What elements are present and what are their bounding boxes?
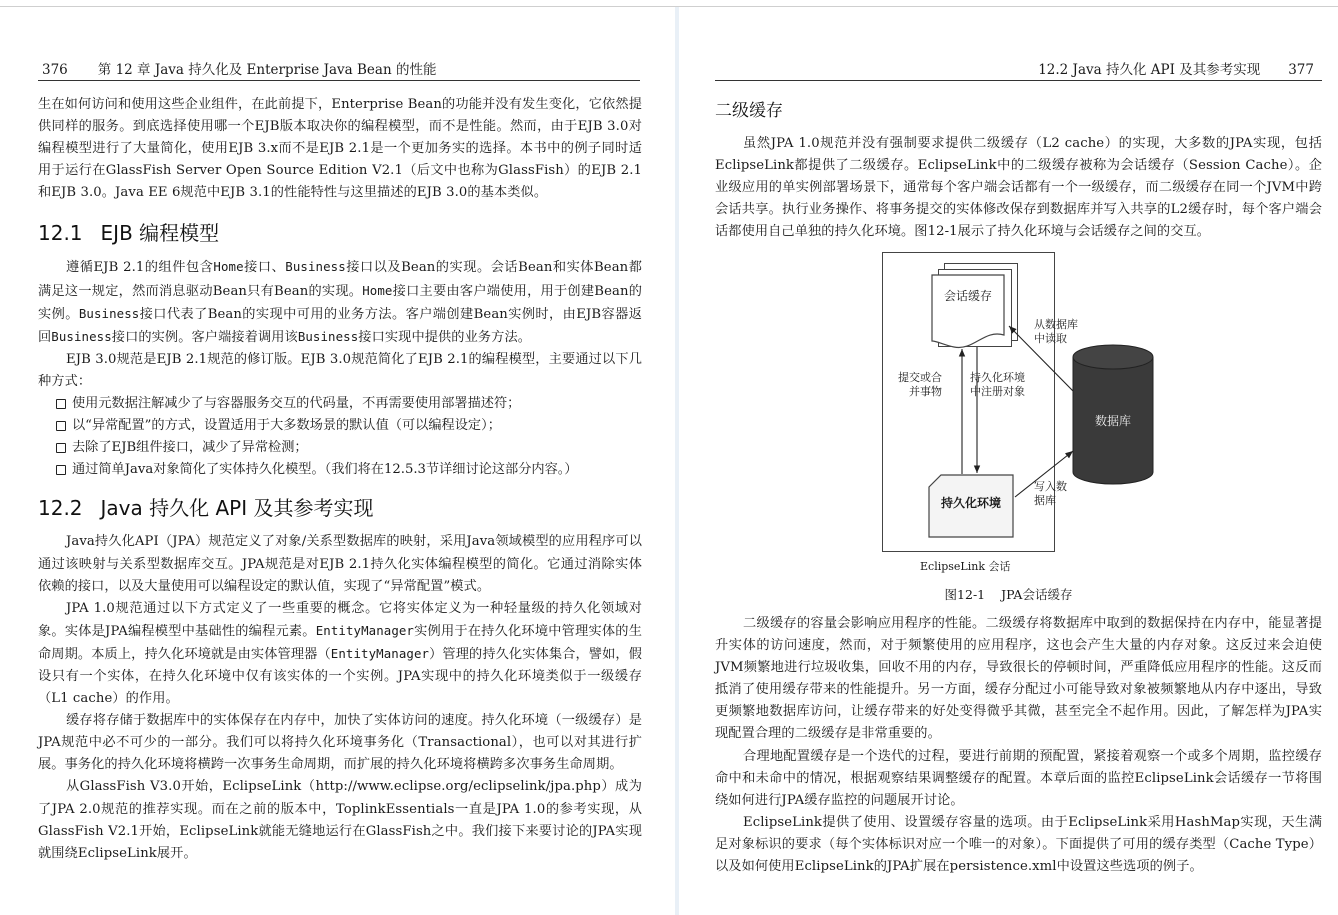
paragraph: JPA 1.0规范通过以下方式定义了一些重要的概念。它将实体定义为一种轻量级的持久化领域对象。实体是JPA编程模型中基础性的编程元素。EntityManager实例用于在持久化环境中管理实体的生命周期。本质上，持久化环境就是由实体管理器（EntityManager）管理的持久化实体集合，譬如，假设只有一个实体，在持久化环境中仅有该实体的一个实例。JPA实现中的持久化环境类似于一级缓存（L1 cache）的作用。 [38,600,642,707]
database-label: 数据库 [1094,414,1131,428]
paragraph: EclipseLink提供了使用、设置缓存容量的选项。由于EclipseLink采用HashMap实现，天生满足对象标识的要求（每个实体标识对应一个唯一的对象）。下面提供了可用的缓存类型（Cache Type）以及如何使用EclipseLink的JPA扩展在persistence.xml中设置这些选项的例子。 [715,814,1322,875]
section-heading-12-1 [38,218,642,248]
read-from-db-label: 从数据库 中读取 [1034,318,1078,345]
section-title: EJB 编程模型 [100,221,220,246]
bullet-item: 通过简单Java对象简化了实体持久化模型。（我们将在12.5.3节详细讨论这部分内容。） [56,459,642,481]
running-head-title: 第 12 章 Java 持久化及 Enterprise Java Bean 的性能 [97,62,437,78]
page-number: 377 [1288,62,1314,78]
right-page [679,7,1338,915]
right-page-body-lower [715,613,1322,878]
paragraph: EJB 3.0规范是EJB 2.1规范的修订版。EJB 3.0规范简化了EJB 2.1的编程模型，主要通过以下几种方式： [38,351,642,389]
write-to-db-label: 写入数 据库 [1034,480,1067,507]
subsection-heading: 二级缓存 [715,101,783,121]
register-objects-label: 持久化环境 中注册对象 [970,371,1025,398]
persistence-env-label: 持久化环境 [940,496,1001,510]
checkbox-bullet-icon [56,465,66,475]
paragraph: 缓存将存储于数据库中的实体保存在内存中，加快了实体访问的速度。持久化环境（一级缓存）是JPA规范中必不可少的一部分。我们可以将持久化环境事务化（Transactional），也可以对其进行扩展。事务化的持久化环境将横跨一次事务生命周期，而扩展的持久化环境将横跨多次事务生命周期。 [38,713,642,773]
checkbox-bullet-icon [56,399,66,409]
left-page-body [38,94,642,865]
paragraph: 二级缓存的容量会影响应用程序的性能。二级缓存将数据库中取到的数据保持在内存中，能显著提升实体的访问速度，然而，对于频繁使用的应用程序，这也会产生大量的内存对象。这反过来会迫使JVM频繁地进行垃圾收集，回收不用的内存，导致很长的停顿时间，严重降低应用程序的性能。这反而抵消了使用缓存带来的性能提升。另一方面，缓存分配过小可能导致对象被频繁地从内存中逐出，导致更频繁地数据库访问，让缓存带来的好处变得微乎其微，甚至完全不起作用。因此，了解怎样为JPA实现配置合理的二级缓存是非常重要的。 [715,616,1322,742]
session-cache-document-icon [932,275,1004,347]
bullet-item: 去除了EJB组件接口，减少了异常检测； [56,437,642,459]
page-number: 376 [42,62,68,78]
section-heading-12-2 [38,493,642,523]
left-page [0,7,675,915]
session-cache-label: 会话缓存 [943,289,992,303]
section-number: 12.1 [38,221,83,246]
section-number: 12.2 [38,496,83,521]
paragraph: 遵循EJB 2.1的组件包含Home接口、Business接口以及Bean的实现。会话Bean和实体Bean都满足这一规定，然而消息驱动Bean只有Bean的实现。Home接口主要由客户端使用，用于创建Bean的实例。Business接口代表了Bean的实现中可用的业务方法。客户端创建Bean实例时，由EJB容器返回Business接口的实例。客户端接着调用该Business接口实现中提供的业务方法。 [38,259,642,345]
bullet-list [38,393,642,481]
bullet-item: 以“异常配置”的方式，设置适用于大多数场景的默认值（可以编程设定）； [56,415,642,437]
bullet-item: 使用元数据注解减少了与容器服务交互的代码量，不再需要使用部署描述符； [56,393,642,415]
checkbox-bullet-icon [56,443,66,453]
running-head-title: 12.2 Java 持久化 API 及其参考实现 [1038,62,1261,78]
paragraph: 生在如何访问和使用这些企业组件，在此前提下，Enterprise Bean的功能并没有发生变化，它依然提供同样的服务。到底选择使用哪一个EJB版本取决你的编程模型，而不是性能。然而，由于EJB 3.0对编程模型进行了大量简化，使用EJB 3.x而不是EJB 2.1是一个更加务实的选择。本书中的例子同时适用于运行在GlassFish Server Open Source Edition V2.1（后文中也称为GlassFish）的EJB 2.1和EJB 3.0。Java EE 6规范中EJB 3.1的性能特性与这里描述的EJB 3.0的基本类似。 [38,97,642,201]
paragraph: Java持久化API（JPA）规范定义了对象/关系型数据库的映射，采用Java领域模型的应用程序可以通过该映射与关系型数据库交互。JPA规范是对EJB 2.1持久化实体编程模型的简化。它通过消除实体依赖的接口，以及大量使用可以编程设定的默认值，实现了“异常配置”模式。 [38,534,642,594]
section-title: Java 持久化 API 及其参考实现 [100,496,374,521]
running-head-left [38,60,640,81]
paragraph: 合理地配置缓存是一个迭代的过程，要进行前期的预配置，紧接着观察一个或多个周期，监控缓存命中和未命中的情况，根据观察结果调整缓存的配置。本章后面的监控EclipseLink会话缓存一节将围绕如何进行JPA缓存监控的问题展开讨论。 [715,748,1322,808]
paragraph: 虽然JPA 1.0规范并没有强制要求提供二级缓存（L2 cache）的实现，大多数的JPA实现，包括EclipseLink都提供了二级缓存。EclipseLink中的二级缓存被称为会话缓存（Session Cache）。企业级应用的单实例部署场景下，通常每个客户端会话都有一个一级缓存，而二级缓存在同一个JVM中跨会话共享。执行业务操作、将事务提交的实体修改保存到数据库并写入共享的L2缓存时，每个客户端会话都使用自己单独的持久化环境。图12-1展示了持久化环境与会话缓存之间的交互。 [715,136,1322,240]
figure-caption: 图12-1 JPA会话缓存 [944,587,1073,602]
paragraph: 从GlassFish V3.0开始，EclipseLink（http://www.eclipse.org/eclipselink/jpa.php）成为了JPA 2.0规范的推荐实现。而在之前的版本中，ToplinkEssentials一直是JPA 1.0的参考实现，从GlassFish V2.1开始，EclipseLink就能无缝地运行在GlassFish之中。我们接下来要讨论的JPA实现就围绕EclipseLink展开。 [38,779,642,861]
viewer-top-edge [0,0,1338,7]
commit-merge-label: 提交或合 并事物 [898,371,942,398]
checkbox-bullet-icon [56,421,66,431]
eclipselink-session-label: EclipseLink 会话 [920,560,1011,573]
